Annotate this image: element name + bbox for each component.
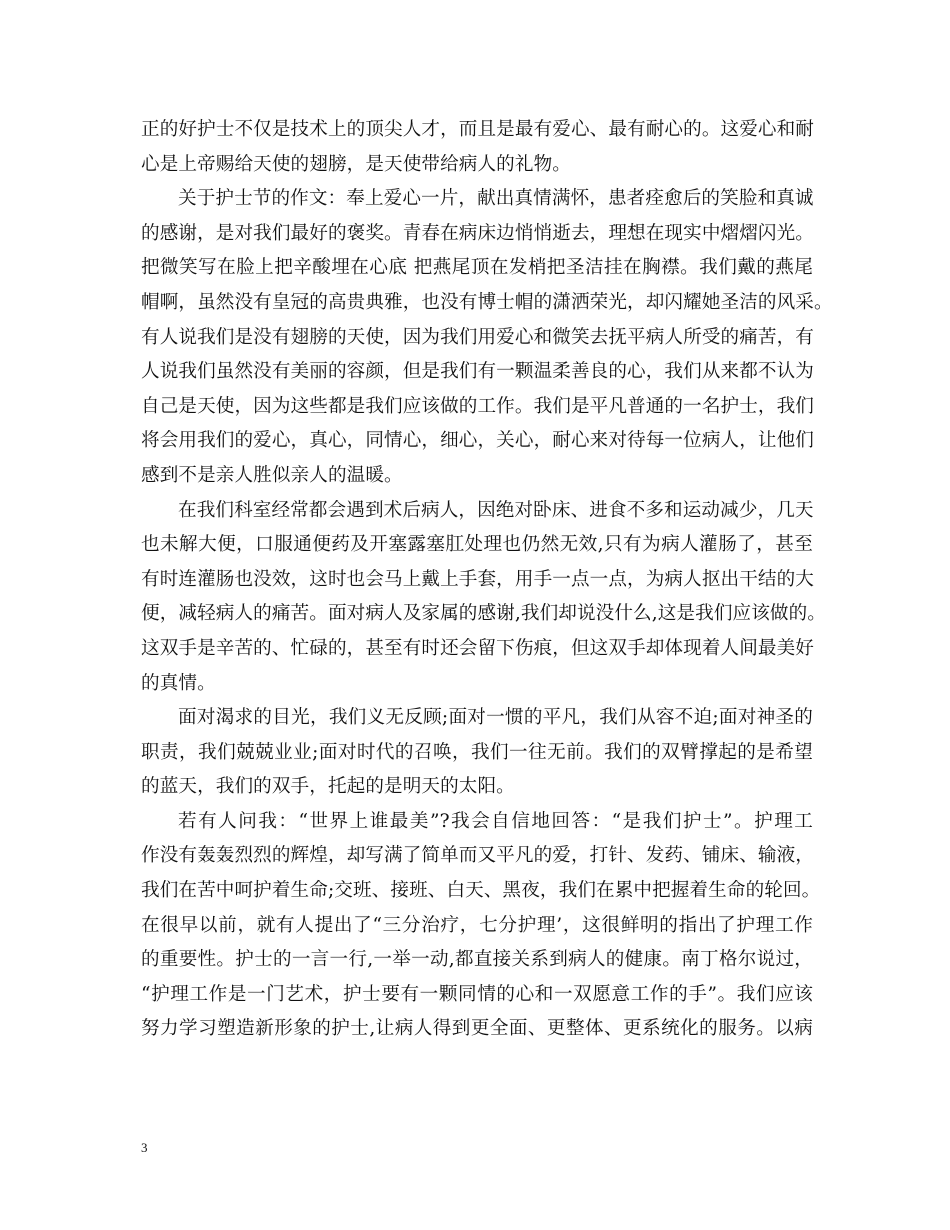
paragraph-first-line: 若有人问我：“世界上谁最美”?我会自信地回答：“是我们护士”。护理工 bbox=[178, 810, 813, 832]
text-line: 便，减轻病人的痛苦。面对病人及家属的感谢,我们却说没什么,这是我们应该做的。 bbox=[141, 603, 826, 625]
text-line: 作没有轰轰烈烈的辉煌，却写满了简单而又平凡的爱，打针、发药、铺床、输液， bbox=[141, 845, 814, 867]
text-line: 心是上帝赐给天使的翅膀，是天使带给病人的礼物。 bbox=[141, 153, 571, 175]
paragraph-first-line: 在我们科室经常都会遇到术后病人，因绝对卧床、进食不多和运动减少，几天 bbox=[178, 499, 814, 521]
text-line: 有时连灌肠也没效，这时也会马上戴上手套，用手一点一点，为病人抠出干结的大 bbox=[141, 568, 814, 590]
text-line: 把微笑写在脸上把辛酸埋在心底 把燕尾顶在发梢把圣洁挂在胸襟。我们戴的燕尾 bbox=[141, 257, 813, 279]
paragraph-first-line: 面对渴求的目光，我们义无反顾;面对一惯的平凡，我们从容不迫;面对神圣的 bbox=[178, 707, 813, 729]
paragraph-first-line: 关于护士节的作文：奉上爱心一片，献出真情满怀，患者痊愈后的笑脸和真诚 bbox=[178, 188, 814, 210]
text-line: 在很早以前，就有人提出了“三分治疗，七分护理’，这很鲜明的指出了护理工作 bbox=[141, 914, 813, 936]
body-text bbox=[141, 113, 833, 1047]
text-line: 这双手是辛苦的、忙碌的，甚至有时还会留下伤痕，但这双手却体现着人间最美好 bbox=[141, 637, 814, 659]
text-line: 的真情。 bbox=[141, 672, 216, 694]
text-line: 努力学习塑造新形象的护士,让病人得到更全面、更整体、更系统化的服务。以病 bbox=[141, 1018, 813, 1040]
text-line: 感到不是亲人胜似亲人的温暖。 bbox=[141, 464, 403, 486]
text-line: 帽啊，虽然没有皇冠的高贵典雅，也没有博士帽的潇洒荣光，却闪耀她圣洁的风采。 bbox=[141, 291, 833, 313]
text-line: 有人说我们是没有翅膀的天使，因为我们用爱心和微笑去抚平病人所受的痛苦，有 bbox=[141, 326, 814, 348]
text-line: 的感谢，是对我们最好的褒奖。青春在病床边悄悄逝去，理想在现实中熠熠闪光。 bbox=[141, 222, 814, 244]
text-line: 我们在苦中呵护着生命;交班、接班、白天、黑夜，我们在累中把握着生命的轮回。 bbox=[141, 880, 821, 902]
text-line: 自己是天使，因为这些都是我们应该做的工作。我们是平凡普通的一名护士，我们 bbox=[141, 395, 814, 417]
text-line: 的重要性。护士的一言一行,一举一动,都直接关系到病人的健康。南丁格尔说过， bbox=[141, 949, 813, 971]
text-line: 将会用我们的爱心，真心，同情心，细心，关心，耐心来对待每一位病人，让他们 bbox=[141, 430, 814, 452]
text-line: 人说我们虽然没有美丽的容颜，但是我们有一颗温柔善良的心，我们从来都不认为 bbox=[141, 361, 814, 383]
page-number: 3 bbox=[141, 1140, 148, 1155]
text-line: 的蓝天，我们的双手，托起的是明天的太阳。 bbox=[141, 776, 515, 798]
text-line: 职责，我们兢兢业业;面对时代的召唤，我们一往无前。我们的双臂撑起的是希望 bbox=[141, 741, 813, 763]
text-line: “护理工作是一门艺术，护士要有一颗同情的心和一双愿意工作的手”。我们应该 bbox=[141, 983, 813, 1005]
text-line: 正的好护士不仅是技术上的顶尖人才，而且是最有爱心、最有耐心的。这爱心和耐 bbox=[141, 119, 814, 140]
text-line: 也未解大便，口服通便药及开塞露塞肛处理也仍然无效,只有为病人灌肠了，甚至 bbox=[141, 534, 813, 556]
